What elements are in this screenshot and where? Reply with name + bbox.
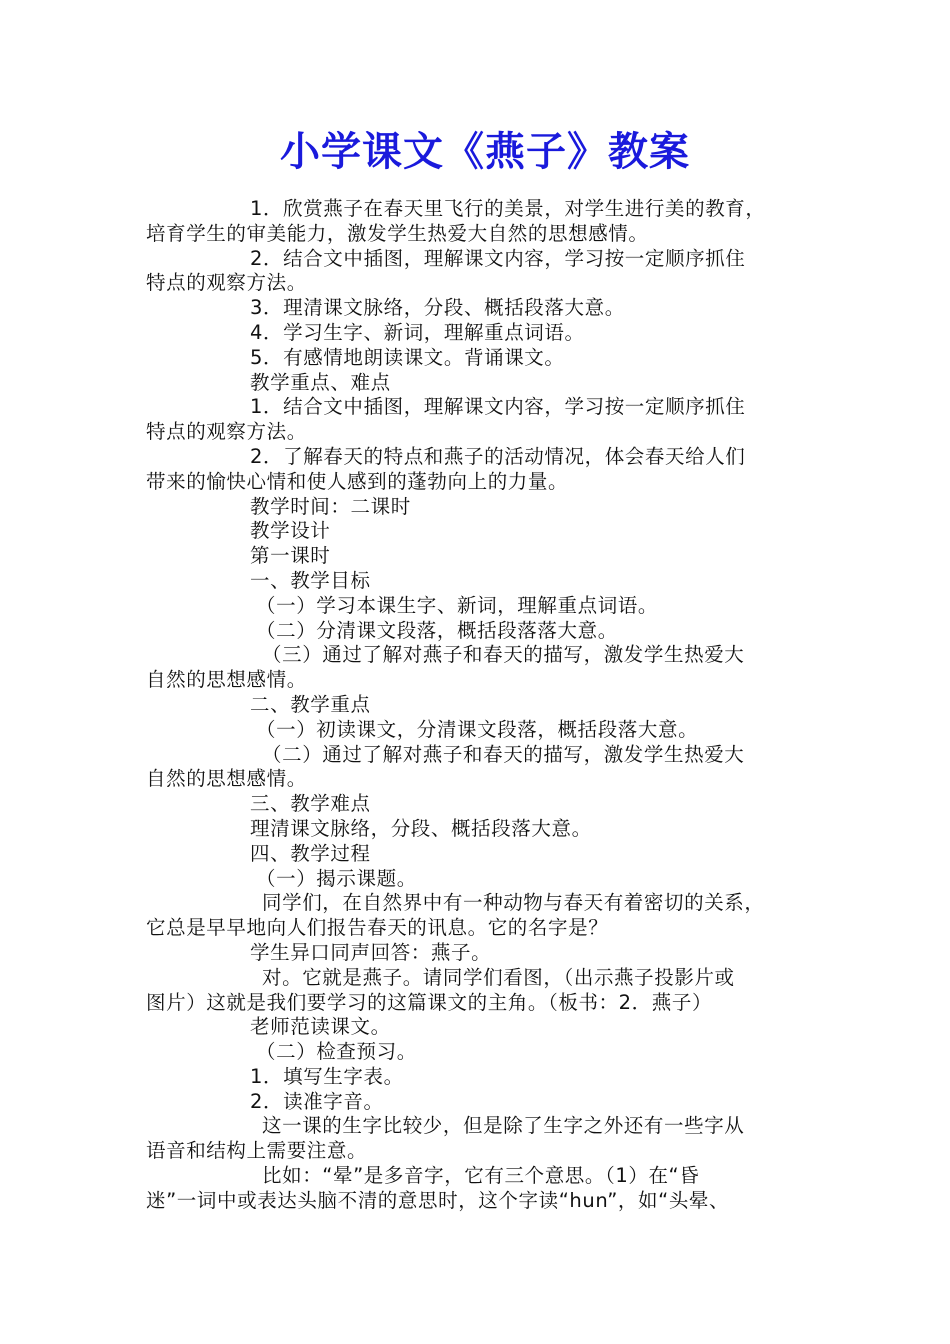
section-heading: 四、教学过程 — [250, 841, 371, 865]
section-heading: 三、教学难点 — [250, 792, 371, 816]
document-body — [146, 197, 824, 1214]
body-line: 理清课文脉络，分段、概括段落大意。 — [250, 816, 592, 840]
body-line: 特点的观察方法。 — [146, 271, 307, 295]
body-line: 自然的思想感情。 — [146, 668, 307, 692]
body-line: 1．填写生字表。 — [250, 1064, 404, 1088]
body-line: 同学们，在自然界中有一种动物与春天有着密切的关系， — [262, 891, 765, 915]
section-heading: 一、教学目标 — [250, 568, 371, 592]
body-line: 3．理清课文脉络，分段、概括段落大意。 — [250, 296, 625, 320]
body-line: 1．结合文中插图，理解课文内容，学习按一定顺序抓住 — [250, 395, 746, 419]
section-heading: 二、教学重点 — [250, 692, 371, 716]
body-line: 迷”一词中或表达头脑不清的意思时，这个字读“hun”，如“头晕、 — [146, 1188, 730, 1212]
section-heading: 教学设计 — [250, 519, 331, 543]
body-line: 带来的愉快心情和使人感到的蓬勃向上的力量。 — [146, 469, 569, 493]
body-line: 老师范读课文。 — [250, 1015, 391, 1039]
body-line: （二）检查预习。 — [256, 1040, 417, 1064]
body-line: （二）分清课文段落，概括段落落大意。 — [256, 618, 618, 642]
body-line: 它总是早早地向人们报告春天的讯息。它的名字是？ — [146, 916, 609, 940]
body-line: （一）初读课文，分清课文段落，概括段落大意。 — [256, 717, 699, 741]
body-line: 自然的思想感情。 — [146, 767, 307, 791]
body-line: 这一课的生字比较少，但是除了生字之外还有一些字从 — [262, 1114, 745, 1138]
body-line: 教学时间：二课时 — [250, 494, 411, 518]
body-line: 特点的观察方法。 — [146, 420, 307, 444]
section-heading: 教学重点、难点 — [250, 370, 391, 394]
body-line: 5．有感情地朗读课文。背诵课文。 — [250, 345, 565, 369]
body-line: 2．读准字音。 — [250, 1089, 384, 1113]
body-line: 图片）这就是我们要学习的这篇课文的主角。（板书：2．燕子） — [146, 990, 713, 1014]
body-line: 4．学习生字、新词，理解重点词语。 — [250, 320, 585, 344]
body-line: 1．欣赏燕子在春天里飞行的美景，对学生进行美的教育， — [250, 197, 766, 220]
body-line: 语音和结构上需要注意。 — [146, 1139, 368, 1163]
body-line: （一）学习本课生字、新词，理解重点词语。 — [256, 593, 659, 617]
body-line: 学生异口同声回答：燕子。 — [250, 940, 492, 964]
document-title: 小学课文《燕子》教案 — [280, 129, 690, 175]
body-line: 2．结合文中插图，理解课文内容，学习按一定顺序抓住 — [250, 246, 746, 270]
body-line: 培育学生的审美能力，激发学生热爱大自然的思想感情。 — [146, 221, 649, 245]
body-line: 对。它就是燕子。请同学们看图，（出示燕子投影片或 — [262, 965, 735, 989]
body-line: （二）通过了解对燕子和春天的描写，激发学生热爱大 — [262, 742, 745, 766]
body-line: 比如：“晕”是多音字，它有三个意思。（1）在“昏 — [262, 1164, 700, 1188]
body-line: （三）通过了解对燕子和春天的描写，激发学生热爱大 — [262, 643, 745, 667]
body-line: 2．了解春天的特点和燕子的活动情况，体会春天给人们 — [250, 444, 746, 468]
section-heading: 第一课时 — [250, 544, 331, 568]
body-line: （一）揭示课题。 — [256, 866, 417, 890]
